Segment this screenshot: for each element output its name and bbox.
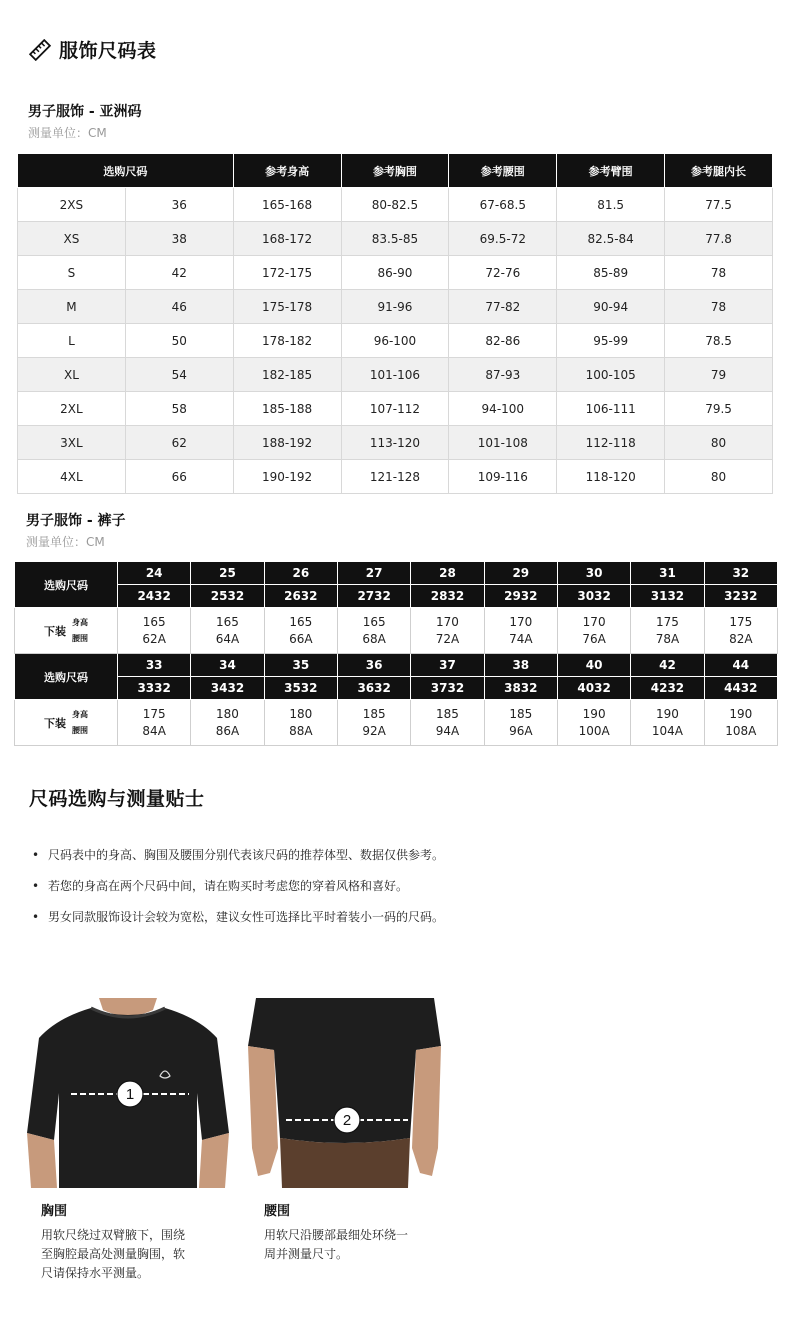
table-row xyxy=(18,358,773,392)
chest-marker-label: 1 xyxy=(125,1086,135,1103)
pants-header-label: 选购尺码 xyxy=(15,654,118,700)
pants-height-value: 180 xyxy=(216,706,239,721)
table-cell: S xyxy=(18,256,126,290)
pants-height-value: 175 xyxy=(729,614,753,629)
table-cell: 82-86 xyxy=(449,324,557,358)
table-cell: 80-82.5 xyxy=(341,188,449,222)
table-cell: 106-111 xyxy=(557,392,665,426)
size-table-asia xyxy=(17,153,773,494)
table-cell: 62 xyxy=(125,426,233,460)
pants-value-cell xyxy=(704,700,777,746)
section-unit-asia: 测量单位：CM xyxy=(28,126,107,140)
table-cell: 188-192 xyxy=(233,426,341,460)
pants-waist-value: 96A xyxy=(509,723,533,738)
table-cell: 67-68.5 xyxy=(449,188,557,222)
table-cell: 91-96 xyxy=(341,290,449,324)
waist-caption-title: 腰围 xyxy=(264,1204,291,1219)
pants-waist-value: 88A xyxy=(289,723,313,738)
chest-illustration xyxy=(27,998,229,1188)
pants-code-cell: 2532 xyxy=(191,585,264,608)
table-row xyxy=(18,290,773,324)
pants-height-value: 170 xyxy=(436,614,459,629)
table-cell: 42 xyxy=(125,256,233,290)
table-cell: 77.8 xyxy=(665,222,773,256)
table-cell: 77-82 xyxy=(449,290,557,324)
pants-size-row xyxy=(15,654,778,677)
pants-size-row xyxy=(15,562,778,585)
pants-value-cell xyxy=(264,700,337,746)
pants-height-value: 165 xyxy=(289,614,313,629)
table-row xyxy=(18,324,773,358)
table-header-row xyxy=(18,154,773,188)
pants-value-cell xyxy=(118,608,191,654)
pants-value-cell xyxy=(631,608,704,654)
pants-size-cell: 26 xyxy=(264,562,337,585)
waist-label: 腰围 xyxy=(72,633,88,643)
section-unit-pants: 测量单位：CM xyxy=(26,535,105,549)
col-header-waist: 参考腰围 xyxy=(449,154,557,188)
table-cell: 78.5 xyxy=(665,324,773,358)
table-cell: 72-76 xyxy=(449,256,557,290)
pants-value-cell xyxy=(118,700,191,746)
pants-height-value: 185 xyxy=(362,706,386,721)
pants-value-cell xyxy=(557,608,630,654)
pants-height-value: 165 xyxy=(362,614,386,629)
pants-size-cell: 27 xyxy=(337,562,410,585)
table-cell: 79 xyxy=(665,358,773,392)
chest-caption-line: 尺请保持水平测量。 xyxy=(41,1266,150,1280)
tips-list xyxy=(32,846,452,939)
table-cell: 118-120 xyxy=(557,460,665,494)
table-cell: 100-105 xyxy=(557,358,665,392)
table-cell: 66 xyxy=(125,460,233,494)
waist-marker-label: 2 xyxy=(342,1112,352,1129)
pants-waist-value: 100A xyxy=(578,723,610,738)
pants-value-cell xyxy=(557,700,630,746)
pants-height-value: 165 xyxy=(142,614,166,629)
pants-code-cell: 2932 xyxy=(484,585,557,608)
pants-height-value: 185 xyxy=(509,706,533,721)
page-title: 服饰尺码表 xyxy=(59,40,157,62)
col-header-height: 参考身高 xyxy=(233,154,341,188)
table-cell: 58 xyxy=(125,392,233,426)
list-item: • 若您的身高在两个尺码中间，请在购买时考虑您的穿着风格和喜好。 xyxy=(32,877,452,896)
pants-value-cell xyxy=(264,608,337,654)
table-cell: 121-128 xyxy=(341,460,449,494)
pants-size-cell: 35 xyxy=(264,654,337,677)
table-cell: 2XL xyxy=(18,392,126,426)
table-cell: 178-182 xyxy=(233,324,341,358)
table-cell: 2XS xyxy=(18,188,126,222)
pants-value-row xyxy=(15,700,778,746)
table-cell: 82.5-84 xyxy=(557,222,665,256)
table-cell: XL xyxy=(18,358,126,392)
pants-code-cell: 3432 xyxy=(191,677,264,700)
table-cell: 172-175 xyxy=(233,256,341,290)
pants-value-cell xyxy=(484,608,557,654)
pants-height-value: 165 xyxy=(216,614,239,629)
pants-height-value: 180 xyxy=(289,706,313,721)
pants-waist-value: 68A xyxy=(362,631,386,646)
table-cell: 79.5 xyxy=(665,392,773,426)
table-cell: 94-100 xyxy=(449,392,557,426)
table-cell: 90-94 xyxy=(557,290,665,324)
table-cell: 69.5-72 xyxy=(449,222,557,256)
table-row xyxy=(18,460,773,494)
waist-caption-line: 用软尺沿腰部最细处环绕一 xyxy=(264,1228,409,1242)
pants-waist-value: 64A xyxy=(215,631,240,646)
pants-value-cell xyxy=(191,608,264,654)
pants-waist-value: 84A xyxy=(142,723,166,738)
pants-waist-value: 66A xyxy=(289,631,313,646)
pants-code-cell: 3532 xyxy=(264,677,337,700)
pants-code-cell: 2632 xyxy=(264,585,337,608)
col-header-chest: 参考胸围 xyxy=(341,154,449,188)
table-cell: M xyxy=(18,290,126,324)
waist-measurement-photo xyxy=(248,998,441,1188)
pants-value-cell xyxy=(337,700,410,746)
chest-caption-text xyxy=(41,1226,185,1283)
pants-height-value: 175 xyxy=(656,614,679,629)
table-cell: 107-112 xyxy=(341,392,449,426)
table-row xyxy=(18,426,773,460)
table-cell: 4XL xyxy=(18,460,126,494)
pants-waist-value: 108A xyxy=(725,723,757,738)
page-header xyxy=(29,36,157,63)
tips-title: 尺码选购与测量贴士 xyxy=(29,788,205,810)
table-cell: 80 xyxy=(665,460,773,494)
pants-code-cell: 4032 xyxy=(557,677,630,700)
pants-height-value: 185 xyxy=(436,706,459,721)
pants-value-cell xyxy=(704,608,777,654)
pants-code-cell: 3032 xyxy=(557,585,630,608)
pants-value-cell xyxy=(191,700,264,746)
size-table-pants xyxy=(14,561,778,746)
table-row xyxy=(18,256,773,290)
table-row xyxy=(18,188,773,222)
pants-code-cell: 2732 xyxy=(337,585,410,608)
table-cell: 168-172 xyxy=(233,222,341,256)
pants-height-value: 170 xyxy=(582,614,606,629)
pants-value-cell xyxy=(411,700,484,746)
pants-waist-value: 72A xyxy=(435,631,460,646)
pants-size-cell: 37 xyxy=(411,654,484,677)
waist-illustration xyxy=(248,998,441,1188)
table-cell: 109-116 xyxy=(449,460,557,494)
pants-size-cell: 33 xyxy=(118,654,191,677)
ruler-icon xyxy=(29,39,51,61)
pants-waist-value: 104A xyxy=(651,723,684,738)
table-cell: 78 xyxy=(665,290,773,324)
pants-value-cell xyxy=(337,608,410,654)
list-item: • 男女同款服饰设计会较为宽松，建议女性可选择比平时着装小一码的尺码。 xyxy=(32,908,452,927)
table-cell: XS xyxy=(18,222,126,256)
table-cell: 165-168 xyxy=(233,188,341,222)
pants-code-cell: 3232 xyxy=(704,585,777,608)
waist-label: 腰围 xyxy=(72,725,88,735)
pants-code-row xyxy=(15,677,778,700)
section-title-pants: 男子服饰 - 裤子 xyxy=(26,513,126,529)
pants-size-cell: 28 xyxy=(411,562,484,585)
table-cell: 87-93 xyxy=(449,358,557,392)
pants-size-cell: 38 xyxy=(484,654,557,677)
pants-value-row xyxy=(15,608,778,654)
pants-waist-value: 74A xyxy=(509,631,533,646)
pants-code-cell: 2832 xyxy=(411,585,484,608)
table-cell: 3XL xyxy=(18,426,126,460)
table-cell: 113-120 xyxy=(341,426,449,460)
pants-height-value: 190 xyxy=(656,706,679,721)
table-cell: 175-178 xyxy=(233,290,341,324)
col-header-size: 选购尺码 xyxy=(18,154,234,188)
pants-waist-value: 62A xyxy=(142,631,166,646)
pants-size-cell: 44 xyxy=(704,654,777,677)
table-cell: 101-106 xyxy=(341,358,449,392)
chest-caption-line: 用软尺绕过双臂腋下，围绕 xyxy=(41,1228,186,1242)
pants-code-cell: 4432 xyxy=(704,677,777,700)
table-row xyxy=(18,392,773,426)
pants-code-cell: 3632 xyxy=(337,677,410,700)
table-cell: 36 xyxy=(125,188,233,222)
pants-waist-value: 76A xyxy=(582,631,606,646)
table-cell: 96-100 xyxy=(341,324,449,358)
pants-waist-value: 94A xyxy=(435,723,460,738)
pants-row-label xyxy=(15,700,118,746)
pants-size-cell: 34 xyxy=(191,654,264,677)
pants-size-cell: 31 xyxy=(631,562,704,585)
pants-height-value: 175 xyxy=(142,706,166,721)
table-cell: 78 xyxy=(665,256,773,290)
table-cell: 95-99 xyxy=(557,324,665,358)
pants-height-value: 170 xyxy=(509,614,533,629)
bottom-label: 下装 xyxy=(44,624,66,638)
table-cell: 77.5 xyxy=(665,188,773,222)
pants-value-cell xyxy=(411,608,484,654)
pants-code-cell: 4232 xyxy=(631,677,704,700)
table-cell: 190-192 xyxy=(233,460,341,494)
pants-code-cell: 3732 xyxy=(411,677,484,700)
pants-size-cell: 30 xyxy=(557,562,630,585)
pants-waist-value: 82A xyxy=(729,631,753,646)
list-item: • 尺码表中的身高、胸围及腰围分别代表该尺码的推荐体型、数据仅供参考。 xyxy=(32,846,452,865)
pants-size-cell: 36 xyxy=(337,654,410,677)
pants-size-cell: 32 xyxy=(704,562,777,585)
table-row xyxy=(18,222,773,256)
table-cell: 86-90 xyxy=(341,256,449,290)
table-cell: 81.5 xyxy=(557,188,665,222)
pants-code-cell: 2432 xyxy=(118,585,191,608)
pants-header-label: 选购尺码 xyxy=(15,562,118,608)
pants-size-cell: 29 xyxy=(484,562,557,585)
table-cell: 54 xyxy=(125,358,233,392)
pants-waist-value: 92A xyxy=(362,723,386,738)
table-cell: 112-118 xyxy=(557,426,665,460)
col-header-arm: 参考臂围 xyxy=(557,154,665,188)
pants-height-value: 190 xyxy=(729,706,753,721)
pants-height-value: 190 xyxy=(582,706,606,721)
bottom-label: 下装 xyxy=(44,716,66,730)
table-cell: 182-185 xyxy=(233,358,341,392)
pants-size-cell: 24 xyxy=(118,562,191,585)
table-cell: 185-188 xyxy=(233,392,341,426)
section-title-asia: 男子服饰 - 亚洲码 xyxy=(28,104,142,120)
pants-code-cell: 3132 xyxy=(631,585,704,608)
table-cell: 101-108 xyxy=(449,426,557,460)
table-cell: 46 xyxy=(125,290,233,324)
pants-size-cell: 25 xyxy=(191,562,264,585)
pants-code-cell: 3332 xyxy=(118,677,191,700)
pants-value-cell xyxy=(484,700,557,746)
pants-value-cell xyxy=(631,700,704,746)
chest-measurement-photo xyxy=(27,998,229,1188)
table-cell: 80 xyxy=(665,426,773,460)
height-label: 身高 xyxy=(72,709,88,719)
height-label: 身高 xyxy=(72,617,88,627)
col-header-inseam: 参考腿内长 xyxy=(665,154,773,188)
table-cell: 50 xyxy=(125,324,233,358)
chest-caption-line: 至胸腔最高处测量胸围，软 xyxy=(41,1247,186,1261)
pants-waist-value: 86A xyxy=(215,723,240,738)
chest-caption-title: 胸围 xyxy=(41,1204,68,1219)
table-cell: 85-89 xyxy=(557,256,665,290)
table-cell: 38 xyxy=(125,222,233,256)
table-cell: 83.5-85 xyxy=(341,222,449,256)
pants-size-cell: 40 xyxy=(557,654,630,677)
pants-code-row xyxy=(15,585,778,608)
waist-caption-line: 周并测量尺寸。 xyxy=(264,1247,349,1261)
waist-caption-text xyxy=(264,1226,408,1264)
pants-size-cell: 42 xyxy=(631,654,704,677)
table-cell: L xyxy=(18,324,126,358)
pants-row-label xyxy=(15,608,118,654)
pants-code-cell: 3832 xyxy=(484,677,557,700)
pants-waist-value: 78A xyxy=(655,631,680,646)
